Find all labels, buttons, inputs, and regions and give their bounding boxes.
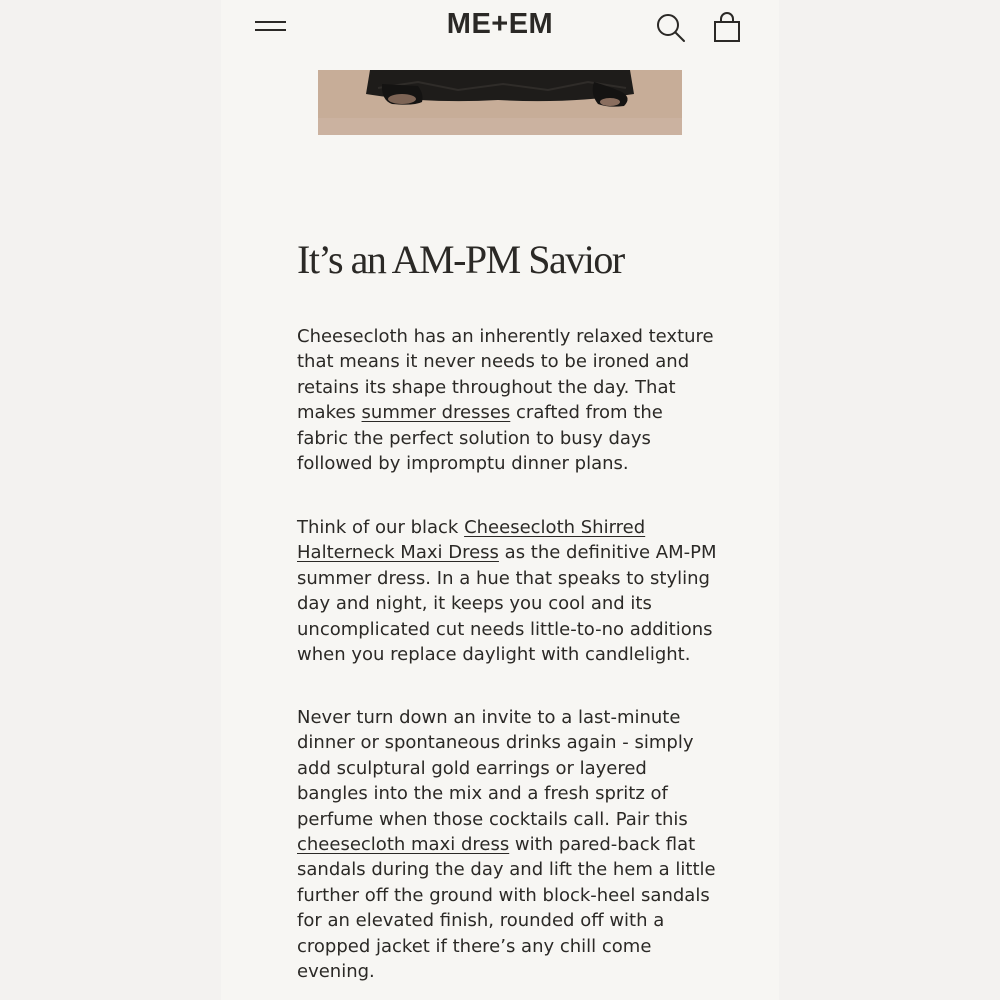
paragraph-text: Think of our black: [297, 517, 465, 538]
mobile-page: [221, 0, 779, 1000]
bag-button[interactable]: [709, 10, 745, 46]
article-heading: It’s an AM-PM Savior: [297, 237, 624, 282]
cheesecloth-maxi-dress-link[interactable]: cheesecloth maxi dress: [297, 834, 510, 856]
paragraph-text: Never turn down an invite to a last-minute dinner or spontaneous drinks again - simply add sculptural gold earrings or layered bangles into the mix and a fresh spritz of perfume when those cocktails call. Pair this: [297, 707, 694, 830]
article-paragraph-1: [297, 324, 717, 476]
shopping-bag-icon: [709, 10, 745, 46]
paragraph-text: crafted from the fabric the perfect solution to busy days followed by impromptu dinner plans.: [297, 402, 663, 475]
article-paragraph-3: [297, 705, 717, 984]
brand-logo[interactable]: ME+EM: [446, 8, 554, 40]
right-margin: [779, 0, 1000, 1000]
summer-dresses-link[interactable]: summer dresses: [361, 402, 511, 424]
search-icon: [653, 10, 689, 46]
article-paragraph-2: [297, 515, 717, 667]
paragraph-text: with pared-back flat sandals during the day and lift the hem a little further off the ground with block-heel sandals for an elevated finish, rounded off with a cropped jacket if there’s any chill come evening.: [297, 834, 716, 983]
halterneck-maxi-dress-link[interactable]: Cheesecloth Shirred Halterneck Maxi Dress: [297, 517, 646, 564]
left-margin: [0, 0, 221, 1000]
search-button[interactable]: [653, 10, 689, 46]
paragraph-text: Cheesecloth has an inherently relaxed texture that means it never needs to be ironed and retains its shape throughout the day. That makes: [297, 326, 714, 424]
site-header: [221, 0, 779, 56]
paragraph-text: as the definitive AM-PM summer dress. In a hue that speaks to styling day and night, it keeps you cool and its uncomplicated cut needs little-to-no additions when you replace daylight with candlelight.: [297, 542, 717, 666]
hero-image: [318, 70, 682, 135]
dress-photo: [318, 70, 682, 135]
